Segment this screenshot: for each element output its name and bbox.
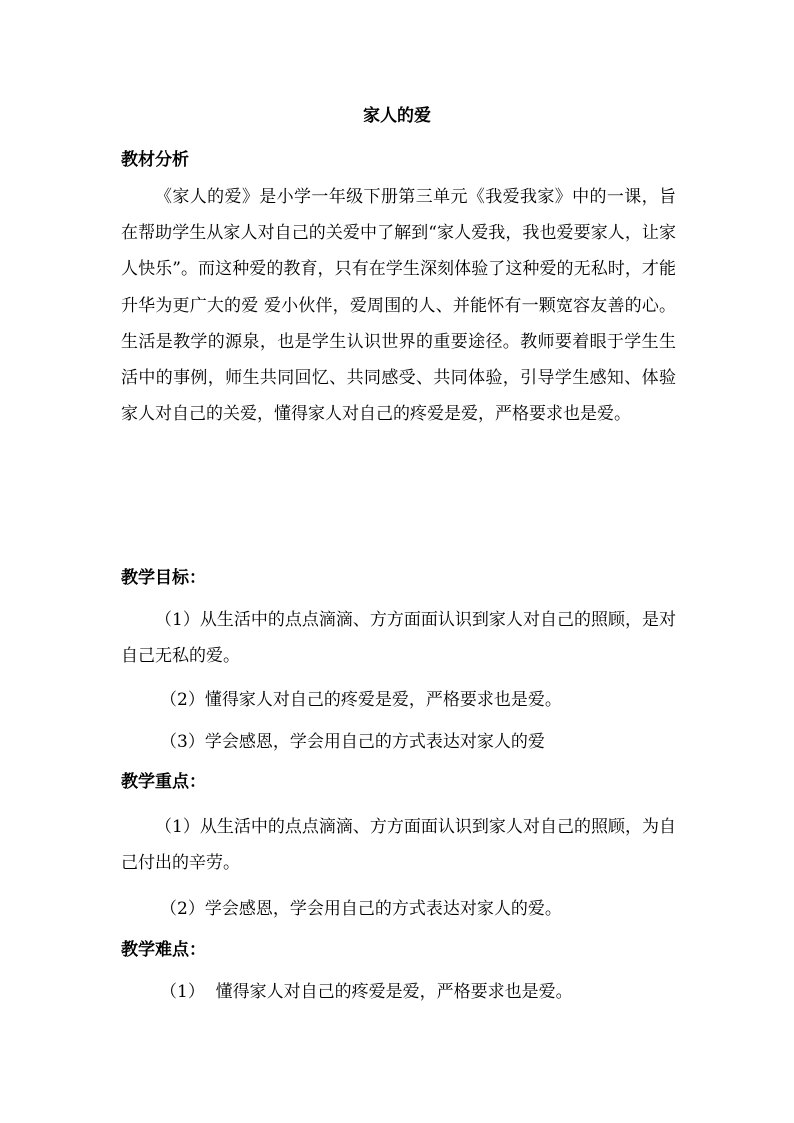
- section-heading-keypoints: 教学重点：: [121, 772, 206, 792]
- section-heading-difficulties: 教学难点：: [121, 940, 206, 960]
- section-heading-goals: 教学目标：: [121, 568, 206, 588]
- section-heading-analysis: 教材分析: [121, 150, 189, 170]
- goal-item-3: （3）学会感恩，学会用自己的方式表达对家人的爱: [160, 732, 545, 752]
- difficulty-item-1: （1） 懂得家人对自己的疼爱是爱，严格要求也是爱。: [160, 982, 573, 1002]
- analysis-paragraph: 《家人的爱》是小学一年级下册第三单元《我爱我家》中的一课，旨在帮助学生从家人对自己的关爱中了解到“家人爱我，我也爱要家人，让家人快乐”。而这种爱的教育，只有在学生深刻体验了这种爱的无私时，才能升华为更广大的爱 爱小伙伴，爱周围的人、并能怀有一颗宽容友善的心。生活是教学的源泉，也是学生认识世界的重要途径。教师要着眼于学生生活中的事例，师生共同回忆、共同感受、共同体验，引导学生感知、体验家人对自己的关爱，懂得家人对自己的疼爱是爱，严格要求也是爱。: [121, 187, 676, 425]
- keypoint-item-1: （1）从生活中的点点滴滴、方方面面认识到家人对自己的照顾，为自己付出的辛劳。: [121, 817, 676, 874]
- keypoint-item-2: （2）学会感恩，学会用自己的方式表达对家人的爱。: [160, 899, 562, 919]
- goal-item-1: （1）从生活中的点点滴滴、方方面面认识到家人对自己的照顾，是对自己无私的爱。: [121, 610, 676, 667]
- document-title: 家人的爱: [363, 106, 431, 126]
- goal-item-2: （2）懂得家人对自己的疼爱是爱，严格要求也是爱。: [160, 690, 562, 710]
